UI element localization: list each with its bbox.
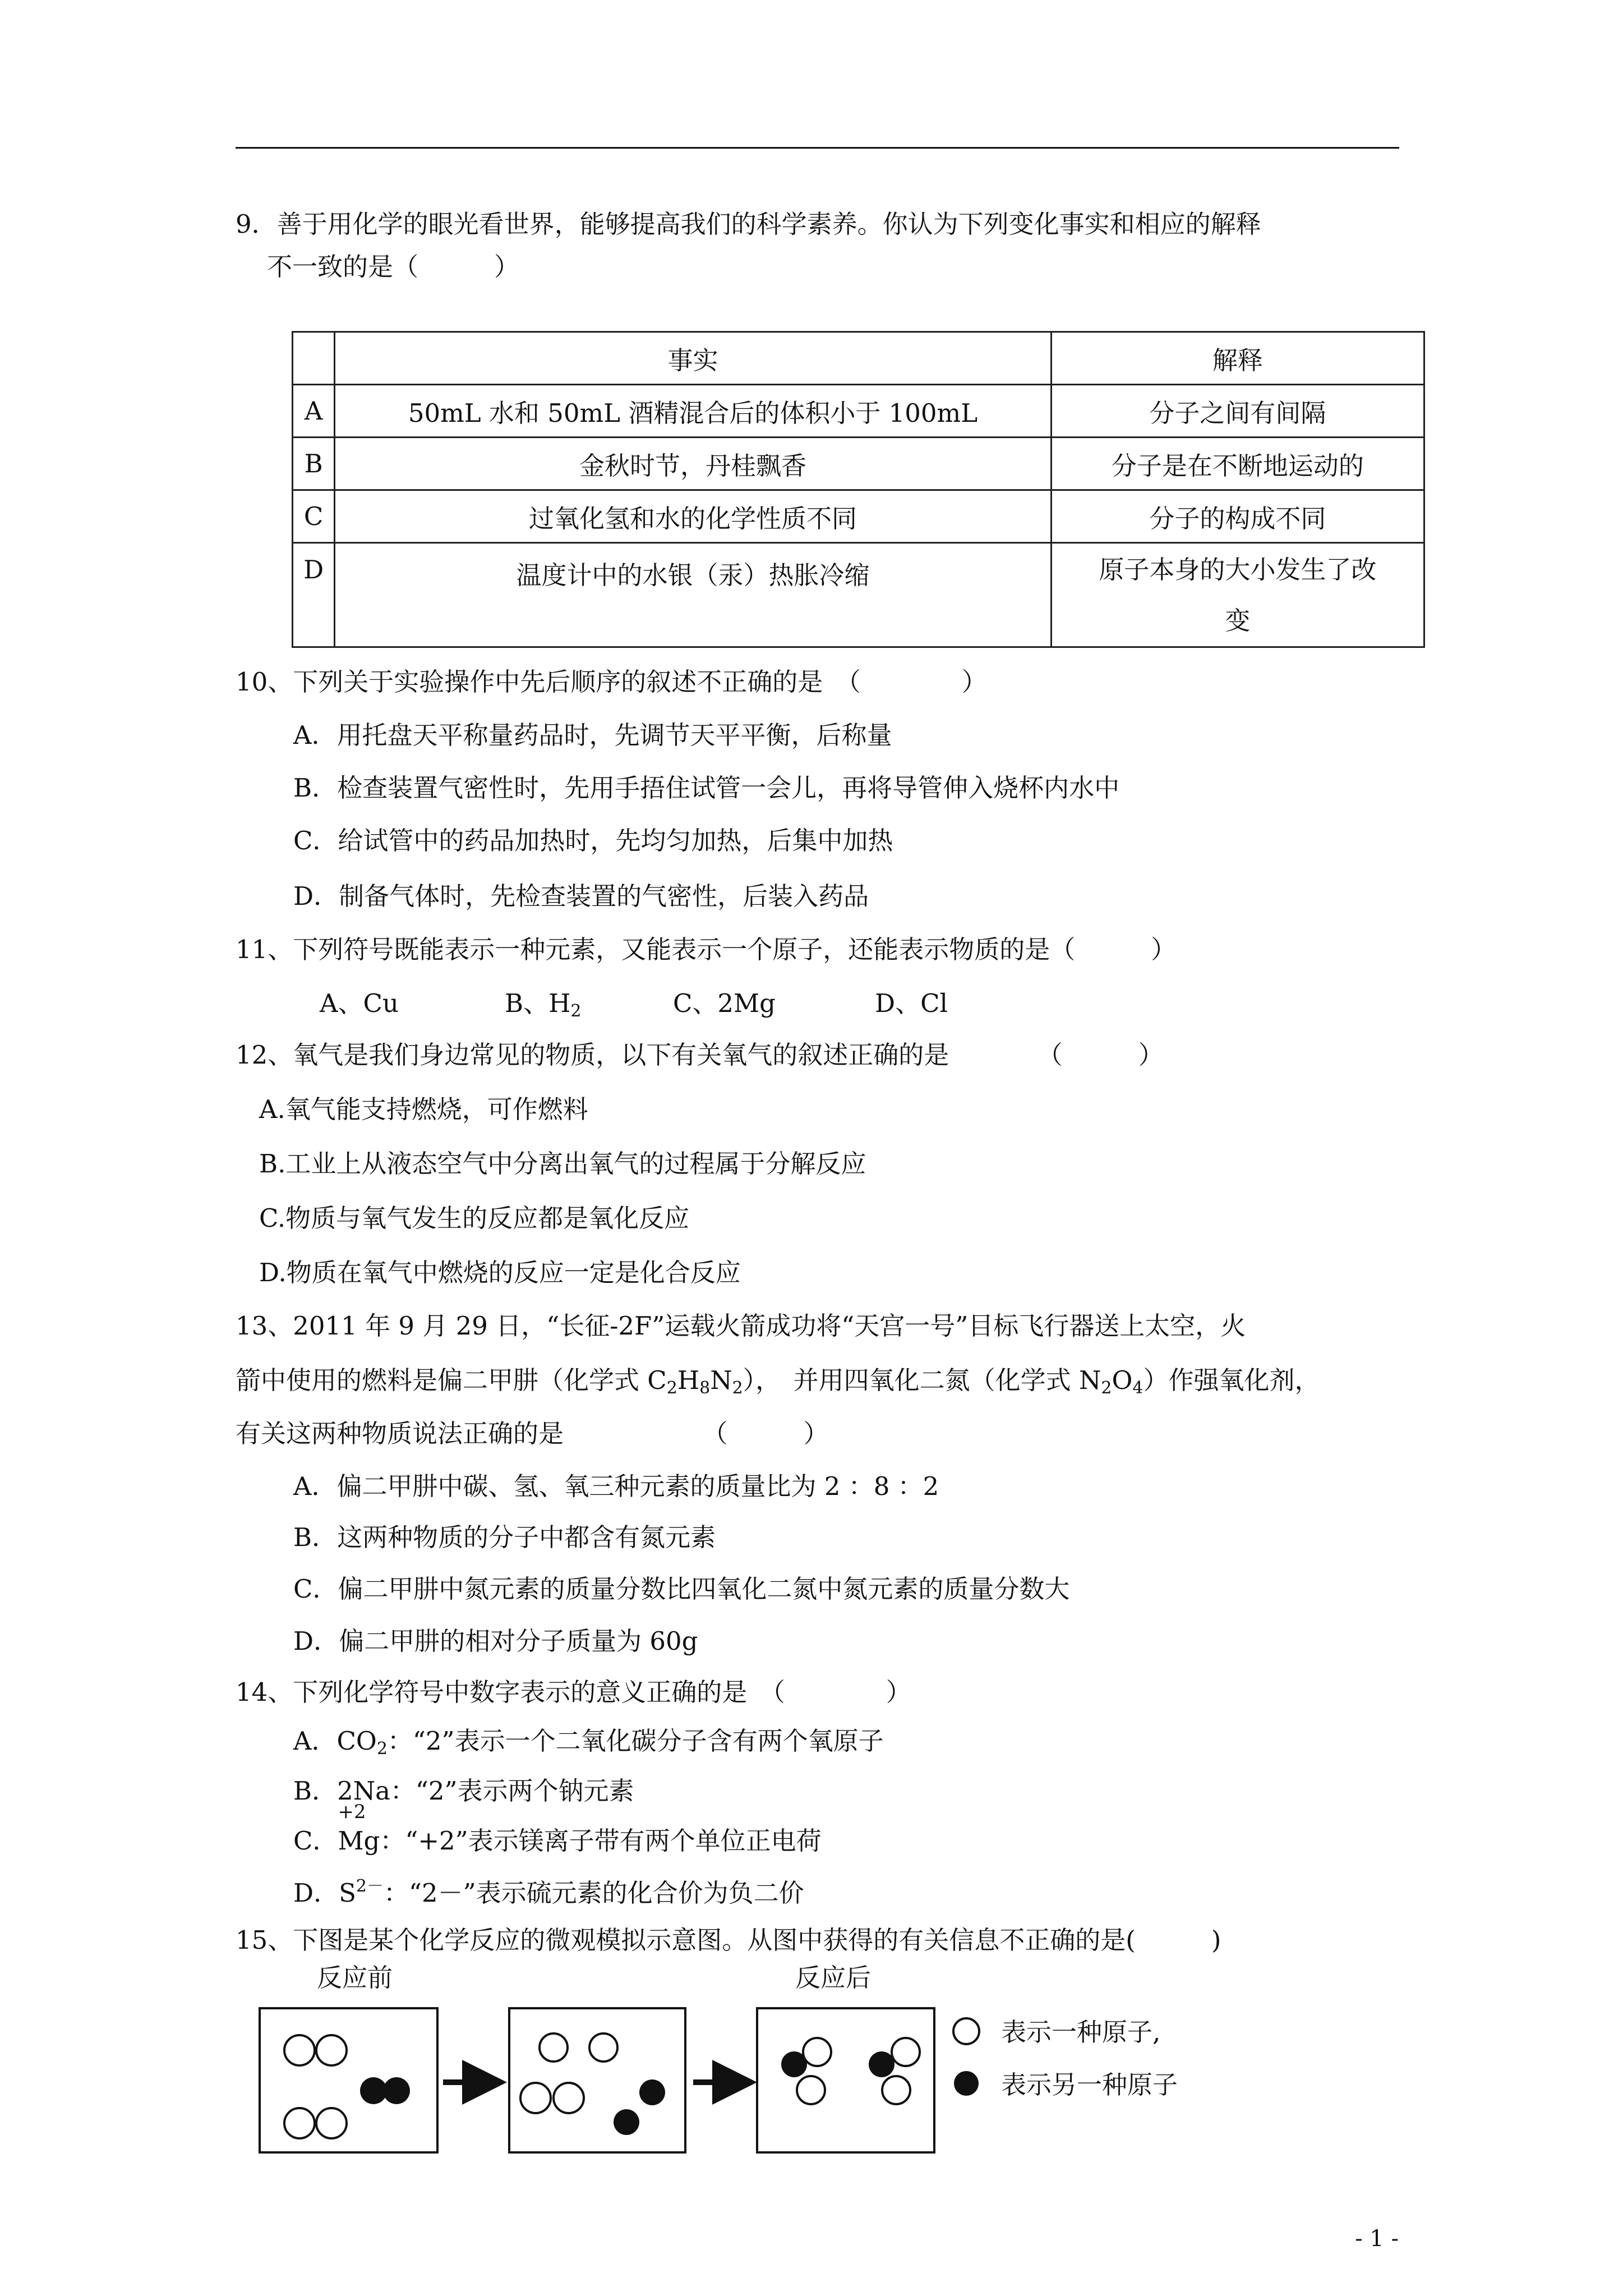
table-header-row: [293, 332, 1424, 385]
white-atom: [284, 2108, 315, 2138]
q11-option-d: D、Cl: [875, 988, 948, 1018]
q13-option-a: A．偏二甲肼中碳、氢、氧三种元素的质量比为 2 ：8 ：2: [293, 1471, 939, 1501]
white-atom: [316, 2108, 347, 2138]
white-atom: [882, 2076, 910, 2104]
q13-subscript: 8: [699, 1378, 711, 1398]
row-fact: 50mL 水和 50mL 酒精混合后的体积小于 100mL: [335, 385, 1051, 438]
q13-text: ）， 并用四氧化二氮（化学式 N: [743, 1365, 1101, 1395]
row-fact: 金秋时节，丹桂飘香: [335, 438, 1051, 490]
table-header-fact: 事实: [335, 332, 1051, 385]
q12-option-d: D.物质在氧气中燃烧的反应一定是化合反应: [259, 1258, 741, 1287]
legend-white-label: 表示一种原子,: [1001, 2017, 1161, 2047]
q11-option-b-subscript: 2: [570, 1001, 582, 1021]
q13-text: H: [677, 1365, 700, 1395]
q13-stem-line1: 13、2011 年 9 月 29 日，“长征-2F”运载火箭成功将“天宫一号”目标飞行器送上太空，火: [236, 1311, 1246, 1341]
white-atom: [284, 2035, 315, 2065]
table-header-cell: [293, 332, 335, 385]
q12-option-a: A.氧气能支持燃烧，可作燃料: [259, 1094, 588, 1124]
legend-black-atom-icon: [954, 2071, 979, 2096]
white-atom: [316, 2035, 347, 2065]
row-explain: 分子之间有间隔: [1051, 385, 1424, 438]
legend-white-atom-icon: [953, 2018, 979, 2044]
q9-facts-table: [292, 331, 1425, 648]
white-atom: [554, 2083, 584, 2113]
q13-text: ）作强氧化剂，: [1143, 1365, 1320, 1395]
row-letter: C: [293, 490, 335, 543]
page-number: - 1 -: [1355, 2226, 1399, 2252]
box-intermediate: [509, 2008, 685, 2152]
q11-option-b: [505, 988, 582, 1021]
black-atom: [360, 2077, 387, 2104]
q10-option-d: D．制备气体时，先检查装置的气密性，后装入药品: [293, 881, 869, 911]
q10-stem: 10、下列关于实验操作中先后顺序的叙述不正确的是 （ ）: [236, 667, 987, 697]
q14-text: ：“+2”表示镁离子带有两个单位正电荷: [380, 1826, 822, 1856]
table-header-explain: 解释: [1051, 332, 1424, 385]
white-atom: [892, 2038, 920, 2066]
q14-element: Mg: [338, 1826, 380, 1856]
header-rule: [236, 147, 1399, 149]
q13-option-c: C．偏二甲肼中氮元素的质量分数比四氧化二氮中氮元素的质量分数大: [293, 1574, 1070, 1604]
q13-option-d: D．偏二甲肼的相对分子质量为 60g: [293, 1626, 698, 1656]
white-atom: [540, 2033, 568, 2062]
q14-text: A．CO: [293, 1726, 377, 1756]
legend-black-label: 表示另一种原子: [1001, 2070, 1178, 2100]
table-row: [293, 543, 1424, 647]
row-explain-line1: 原子本身的大小发生了改: [1099, 554, 1377, 585]
white-atom: [589, 2033, 617, 2062]
q13-text: O: [1112, 1365, 1133, 1395]
q14-text: ：“2”表示一个二氧化碳分子含有两个氧原子: [387, 1726, 884, 1756]
q11-stem: 11、下列符号既能表示一种元素，又能表示一个原子，还能表示物质的是（ ）: [236, 935, 1177, 964]
white-atom: [803, 2038, 831, 2066]
q13-option-b: B．这两种物质的分子中都含有氮元素: [293, 1522, 716, 1552]
q14-option-b: B．2Na：“2”表示两个钠元素: [293, 1776, 634, 1806]
q14-text: C．: [293, 1826, 338, 1856]
q15-stem: 15、下图是某个化学反应的微观模拟示意图。从图中获得的有关信息不正确的是( ): [236, 1925, 1221, 1955]
q9-stem-line1: 9．善于用化学的眼光看世界，能够提高我们的科学素养。你认为下列变化事实和相应的解释: [236, 209, 1261, 239]
q14-text: ：“2－”表示硫元素的化合价为负二价: [384, 1878, 804, 1908]
black-atom: [869, 2051, 895, 2077]
box-after: [757, 2008, 934, 2152]
q13-stem-line3: 有关这两种物质说法正确的是 （ ）: [236, 1419, 829, 1448]
row-fact: 温度计中的水银（汞）热胀冷缩: [335, 543, 1051, 647]
q14-subscript: 2: [376, 1739, 388, 1759]
white-atom: [797, 2076, 825, 2104]
q15-label-after: 反应后: [795, 1963, 872, 1993]
q10-option-c: C．给试管中的药品加热时，先均匀加热，后集中加热: [293, 826, 893, 855]
q12-option-c: C.物质与氧气发生的反应都是氧化反应: [259, 1203, 690, 1233]
q15-label-before: 反应前: [317, 1963, 393, 1993]
row-letter: D: [293, 543, 335, 647]
q14-stem: 14、下列化学符号中数字表示的意义正确的是 （ ）: [236, 1677, 911, 1707]
row-explain: [1051, 543, 1424, 647]
q9-stem-line2: 不一致的是（ ）: [267, 252, 520, 282]
q13-subscript: 2: [666, 1378, 677, 1398]
table-row: [293, 438, 1424, 490]
black-atom: [639, 2079, 665, 2105]
row-explain-line2: 变: [1225, 605, 1251, 636]
white-atom: [520, 2083, 551, 2113]
q10-option-a: A．用托盘天平称量药品时，先调节天平平衡，后称量: [293, 720, 892, 750]
q11-option-b-text: B、H: [505, 988, 571, 1018]
row-letter: A: [293, 385, 335, 438]
q11-option-c: C、2Mg: [673, 988, 776, 1018]
q12-option-b: B.工业上从液态空气中分离出氧气的过程属于分解反应: [259, 1149, 866, 1179]
table-row: [293, 385, 1424, 438]
reaction-diagram: [0, 1683, 1623, 2188]
q14-superscript: 2－: [356, 1876, 384, 1896]
row-explain: 分子的构成不同: [1051, 490, 1424, 543]
q11-option-a: A、Cu: [320, 988, 399, 1018]
q13-text: 箭中使用的燃料是偏二甲肼（化学式 C: [236, 1365, 667, 1395]
q14-text: D．S: [293, 1878, 356, 1908]
q12-stem: 12、氧气是我们身边常见的物质，以下有关氧气的叙述正确的是 （ ）: [236, 1040, 1164, 1070]
q10-option-b: B．检查装置气密性时，先用手捂住试管一会儿，再将导管伸入烧杯内水中: [293, 773, 1120, 803]
black-atom: [383, 2077, 410, 2104]
q13-subscript: 2: [732, 1378, 743, 1398]
row-letter: B: [293, 438, 335, 490]
q13-text: N: [710, 1365, 732, 1395]
q14-charge: +2: [338, 1801, 366, 1823]
q13-stem-line2: [236, 1365, 1320, 1398]
row-fact: 过氧化氢和水的化学性质不同: [335, 490, 1051, 543]
table-row: [293, 490, 1424, 543]
q13-subscript: 4: [1132, 1378, 1144, 1398]
black-atom: [614, 2109, 639, 2135]
q13-subscript: 2: [1101, 1378, 1112, 1398]
row-explain: 分子是在不断地运动的: [1051, 438, 1424, 490]
